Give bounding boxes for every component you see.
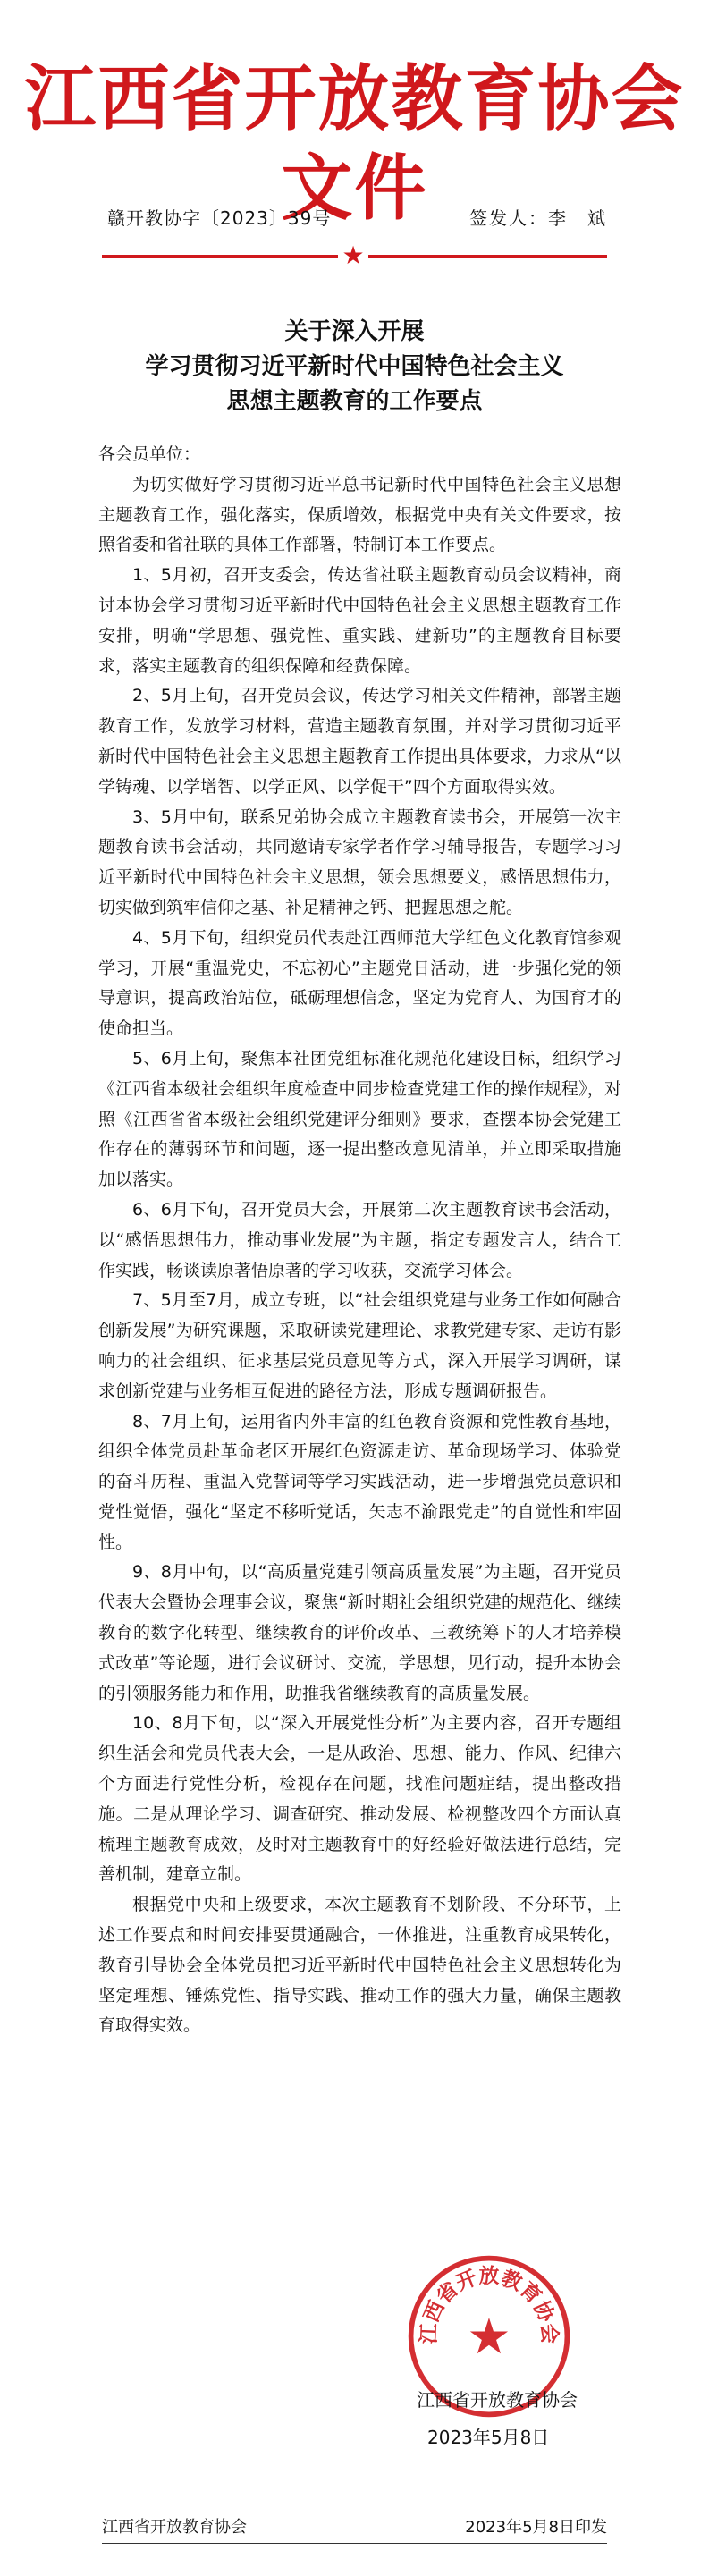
footer-rule-bottom [102, 2543, 607, 2544]
document-red-header: 江西省开放教育协会文件 [24, 56, 685, 230]
paragraph-item-3: 3、5月中旬，联系兄弟协会成立主题教育读书会，开展第一次主题教育读书会活动，共同邀请专家学者作学习辅导报告，专题学习习近平新时代中国特色社会主义思想，领会思想要义，感悟思想伟力，切实做到筑牢信仰之基、补足精神之钙、把握思想之舵。 [98, 807, 621, 917]
signer: 签发人：李 斌 [469, 207, 607, 229]
paragraph-item-5: 5、6月上旬，聚焦本社团党组标准化规范化建设目标，组织学习《江西省本级社会组织年度检查中同步检查党建工作的操作规程》，对照《江西省省本级社会组织党建评分细则》要求，查摆本协会党建工作存在的薄弱环节和问题，逐一提出整改意见清单，并立即采取措施加以落实。 [98, 1048, 621, 1190]
footer-issuer: 江西省开放教育协会 [102, 2518, 247, 2537]
red-divider-right [368, 255, 607, 258]
issue-date: 2023年5月8日 [427, 2427, 550, 2448]
seal-star-icon: ★ [467, 2308, 511, 2365]
footer-print-date: 2023年5月8日印发 [465, 2518, 607, 2537]
paragraph-item-4: 4、5月下旬，组织党员代表赴江西师范大学红色文化教育馆参观学习，开展“重温党史，不忘初心”主题党日活动，进一步强化党的领导意识，提高政治站位，砥砺理想信念，坚定为党育人、为国育才的使命担当。 [98, 927, 621, 1039]
document-number: 赣开教协字〔2023〕39号 [107, 207, 332, 229]
paragraph-item-6: 6、6月下旬，召开党员大会，开展第二次主题教育读书会活动，以“感悟思想伟力，推动事业发展”为主题，指定专题发言人，结合工作实践，畅谈读原著悟原著的学习收获，交流学习体会。 [98, 1199, 621, 1280]
salutation: 各会员单位： [98, 444, 201, 464]
document-title [0, 315, 709, 419]
paragraph-item-10: 10、8月下旬，以“深入开展党性分析”为主要内容，召开专题组织生活会和党员代表大会，一是从政治、思想、能力、作风、纪律六个方面进行党性分析，检视存在问题，找准问题症结，提出整改措施。二是从理论学习、调查研究、推动发展、检视整改四个方面认真梳理主题教育成效，及时对主题教育中的好经验好做法进行总结，完善机制，建章立制。 [98, 1713, 621, 1885]
seal-text: 江西省开放教育协会 [417, 2265, 561, 2345]
paragraph-item-2: 2、5月上旬，召开党员会议，传达学习相关文件精神，部署主题教育工作，发放学习材料，营造主题教育氛围，并对学习贯彻习近平新时代中国特色社会主义思想主题教育工作提出具体要求，力求从“以学铸魂、以学增智、以学正风、以学促干”四个方面取得实效。 [98, 686, 621, 797]
star-icon: ★ [342, 241, 365, 270]
paragraph-intro: 为切实做好学习贯彻习近平总书记新时代中国特色社会主义思想主题教育工作，强化落实，保质增效，根据党中央有关文件要求，按照省委和省社联的具体工作部署，特制订本工作要点。 [98, 474, 621, 555]
red-divider-left [102, 255, 338, 258]
title-line-1: 关于深入开展 [284, 318, 425, 345]
paragraph-item-9: 9、8月中旬，以“高质量党建引领高质量发展”为主题，召开党员代表大会暨协会理事会议，聚焦“新时期社会组织党建的规范化、继续教育的数字化转型、继续教育的评价改革、三教统筹下的人才培养模式改革”等论题，进行会议研讨、交流，学思想，见行动，提升本协会的引领服务能力和作用，助推我省继续教育的高质量发展。 [98, 1562, 621, 1703]
paragraph-item-8: 8、7月上旬，运用省内外丰富的红色教育资源和党性教育基地，组织全体党员赴革命老区开展红色资源走访、革命现场学习、体验党的奋斗历程、重温入党誓词等学习实践活动，进一步增强党员意识和党性觉悟，强化“坚定不移听党话，矢志不渝跟党走”的自觉性和牢固性。 [98, 1411, 621, 1552]
document-body [98, 440, 621, 2041]
paragraph-conclusion: 根据党中央和上级要求，本次主题教育不划阶段、不分环节，上述工作要点和时间安排要贯通融合，一体推进，注重教育成果转化，教育引导协会全体党员把习近平新时代中国特色社会主义思想转化为坚定理想、锤炼党性、指导实践、推动工作的强大力量，确保主题教育取得实效。 [98, 1895, 621, 2036]
print-footer [102, 2504, 607, 2548]
paragraph-item-7: 7、5月至7月，成立专班，以“社会组织党建与业务工作如何融合创新发展”为研究课题，采取研读党建理论、求教党建专家、走访有影响力的社会组织、征求基层党员意见等方式，深入开展学习调研，谋求创新党建与业务相互促进的路径方法，形成专题调研报告。 [98, 1290, 621, 1401]
issuing-organization: 江西省开放教育协会 [417, 2389, 578, 2411]
document-meta-row [107, 204, 607, 231]
title-line-2: 学习贯彻习近平新时代中国特色社会主义 [145, 353, 564, 380]
title-line-3: 思想主题教育的工作要点 [226, 388, 483, 415]
paragraph-item-1: 1、5月初，召开支委会，传达省社联主题教育动员会议精神，商讨本协会学习贯彻习近平新时代中国特色社会主义思想主题教育工作安排，明确“学思想、强党性、重实践、建新功”的主题教育目标要求，落实主题教育的组织保障和经费保障。 [98, 565, 621, 676]
